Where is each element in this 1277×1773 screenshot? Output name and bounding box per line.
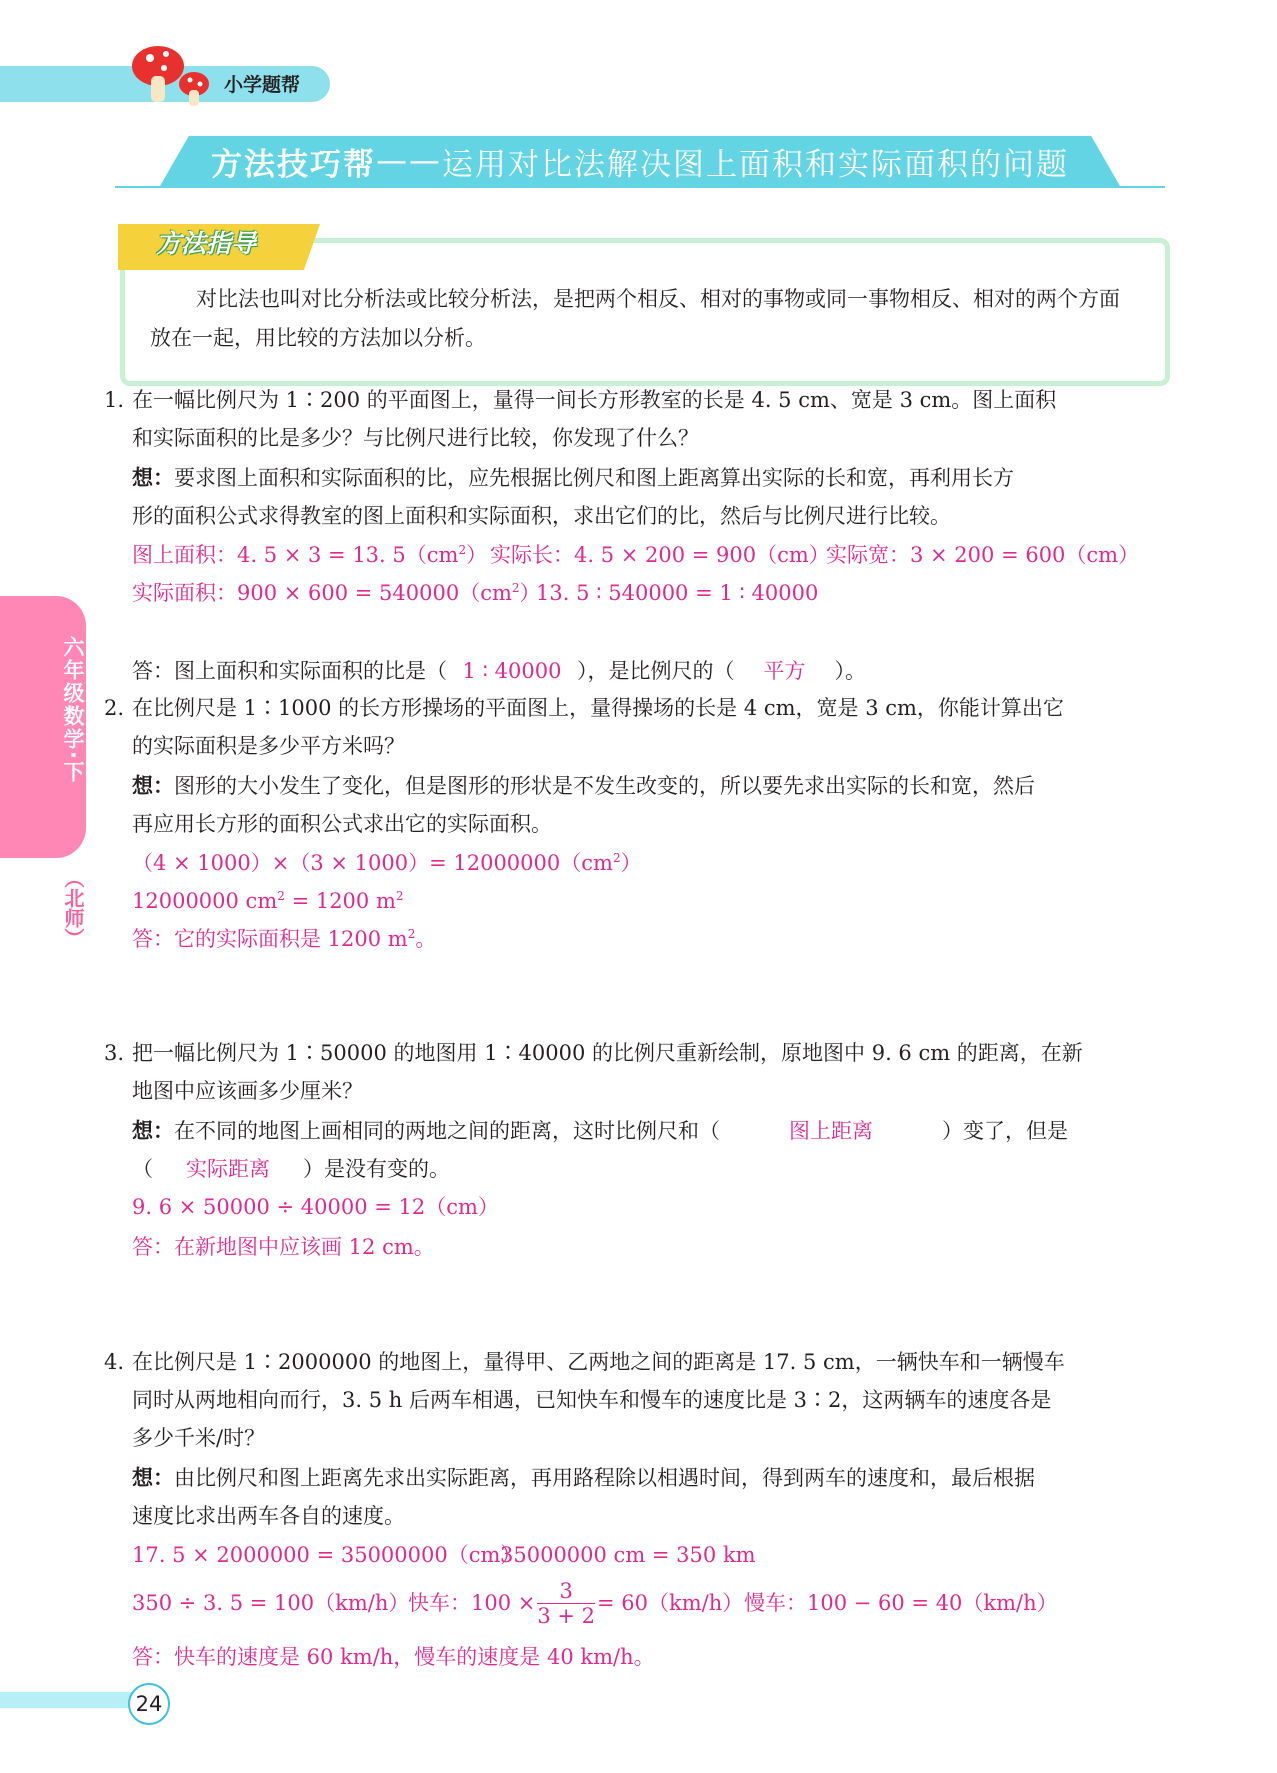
superscript: 2 [612,851,621,865]
solution-part: （4 × 1000）×（3 × 1000）= 12000000（cm [132,851,613,875]
answer-text: ）。 [834,659,866,683]
answer-text: ），是比例尺的（ [577,659,735,683]
solution-part: 350 ÷ 3. 5 = 100（km/h） [132,1591,410,1615]
hint-label: 想： [132,465,174,490]
solution-line [132,540,487,570]
superscript: 2 [511,581,520,595]
answer-line [132,924,436,954]
hint-text: 图形的大小发生了变化，但是图形的形状是不发生改变的，所以要先求出实际的长和宽，然后 [174,774,1035,798]
solution-line [132,886,404,916]
solution-part: ） [519,581,541,605]
hint-line: 再应用长方形的面积公式求出它的实际面积。 [132,812,552,836]
hint-text: 要求图上面积和实际面积的比，应先根据比例尺和图上距离算出实际的长和宽，再利用长方 [174,466,1014,490]
solution-part: 慢车：100 − 60 = 40（km/h） [744,1591,1058,1615]
answer-blank: 平方 [763,659,806,683]
question-number: 4. [104,1350,125,1374]
answer-text: 答：图上面积和实际面积的比是（ [132,659,447,683]
hint-text: 在不同的地图上画相同的两地之间的距离，这时比例尺和（ [174,1119,720,1143]
section-title [160,136,1120,186]
fraction-numerator: 3 [537,1579,595,1604]
answer-line [132,656,866,686]
title-underline [115,186,1165,188]
hint-line [132,1154,450,1184]
solution-part: ） [466,543,488,567]
question-text-line: 多少千米/时？ [132,1426,266,1450]
method-text-line2: 对的两个方面放在一起，用比较的方法加以分析。 [150,287,1120,350]
question-number: 3. [104,1041,125,1065]
question-number: 2. [104,696,125,720]
hint-line: 速度比求出两车各自的速度。 [132,1504,405,1528]
solution-part: 12000000 cm [132,889,278,913]
solution-part: 快车：100 × [408,1591,536,1615]
title-main: 方法技巧帮 [211,146,376,183]
title-sub: 运用对比法解决图上面积和实际面积的问题 [442,146,1069,183]
answer-line: 答：在新地图中应该画 12 cm。 [132,1235,435,1259]
fraction [537,1579,595,1628]
superscript: 2 [407,927,416,941]
answer-blank: 1 ∶ 40000 [462,659,562,683]
solution-line [132,578,541,608]
solution-part: = 1200 m [284,889,396,913]
solution-part: 实际面积：900 × 600 = 540000（cm [132,581,512,605]
hint-text: ）是没有变的。 [303,1157,450,1181]
question-text-line: 同时从两地相向而行，3. 5 h 后两车相遇，已知快车和慢车的速度比是 3∶2，这两辆车的速度各是 [132,1388,1052,1412]
question-text-line: 在比例尺是 1∶2000000 的地图上，量得甲、乙两地之间的距离是 17. 5 cm，一辆快车和一辆慢车 [132,1350,1065,1374]
hint-line [132,1463,1035,1493]
method-text [150,280,1140,358]
method-tab-label: 方法指导 [156,229,257,258]
solution-part: ） [620,851,642,875]
hint-line [132,1116,1068,1146]
hint-text: （ [132,1157,153,1181]
title-dash: —— [376,143,442,179]
superscript: 2 [458,543,467,557]
answer-text: 。 [415,927,437,951]
hint-text: ）变了，但是 [942,1119,1068,1143]
hint-label: 想： [132,773,174,798]
question-text-line: 在一幅比例尺为 1∶200 的平面图上，量得一间长方形教室的长是 4. 5 cm、宽是 3 cm。图上面积 [132,388,1057,412]
hint-text: 由比例尺和图上距离先求出实际距离，再用路程除以相遇时间，得到两车的速度和，最后根据 [174,1466,1035,1490]
answer-text: 答：它的实际面积是 1200 m [132,927,408,951]
page-number: 24 [128,1683,170,1725]
superscript: 2 [395,889,404,903]
hint-blank: 实际距离 [186,1157,270,1181]
hint-line [132,771,1035,801]
solution-part: 实际宽：3 × 200 = 600（cm） [826,543,1140,567]
solution-part: = 60（km/h） [597,1591,744,1615]
method-text-line1: 对比法也叫对比分析法或比较分析法，是把两个相反、相对的事物或同一事物相反、相 [196,287,994,311]
question-text-line: 和实际面积的比是多少？与比例尺进行比较，你发现了什么？ [132,426,699,450]
hint-label: 想： [132,1465,174,1490]
grade-label: 六年级数学·下 [61,636,85,784]
hint-line: 形的面积公式求得教室的图上面积和实际面积，求出它们的比，然后与比例尺进行比较。 [132,504,951,528]
mushroom-icon [118,40,218,112]
solution-part: 13. 5 ∶ 540000 = 1 ∶ 40000 [536,581,819,605]
question-text-line: 在比例尺是 1∶1000 的长方形操场的平面图上，量得操场的长是 4 cm，宽是 3 cm，你能计算出它 [132,696,1064,720]
hint-line [132,463,1014,493]
solution-part: 35000000 cm = 350 km [500,1543,756,1567]
edition-label: （北师） [61,868,85,948]
question-number: 1. [104,388,125,412]
solution-part: 实际长：4. 5 × 200 = 900（cm） [490,543,830,567]
hint-blank: 图上距离 [789,1119,873,1143]
fraction-denominator: 3 + 2 [537,1603,596,1628]
question-text-line: 的实际面积是多少平方米吗？ [132,734,405,758]
solution-part: 17. 5 × 2000000 = 35000000（cm） [132,1543,522,1567]
question-text-line: 地图中应该画多少厘米？ [132,1079,363,1103]
brand-label: 小学题帮 [224,74,301,96]
question-text-line: 把一幅比例尺为 1∶50000 的地图用 1∶40000 的比例尺重新绘制，原地图中 9. 6 cm 的距离，在新 [132,1041,1083,1065]
hint-label: 想： [132,1118,174,1143]
answer-line: 答：快车的速度是 60 km/h，慢车的速度是 40 km/h。 [132,1645,655,1669]
solution-line: 9. 6 × 50000 ÷ 40000 = 12（cm） [132,1195,499,1219]
solution-line [408,1570,743,1636]
solution-part: 图上面积：4. 5 × 3 = 13. 5（cm [132,543,459,567]
superscript: 2 [277,889,285,903]
solution-line [132,848,642,878]
